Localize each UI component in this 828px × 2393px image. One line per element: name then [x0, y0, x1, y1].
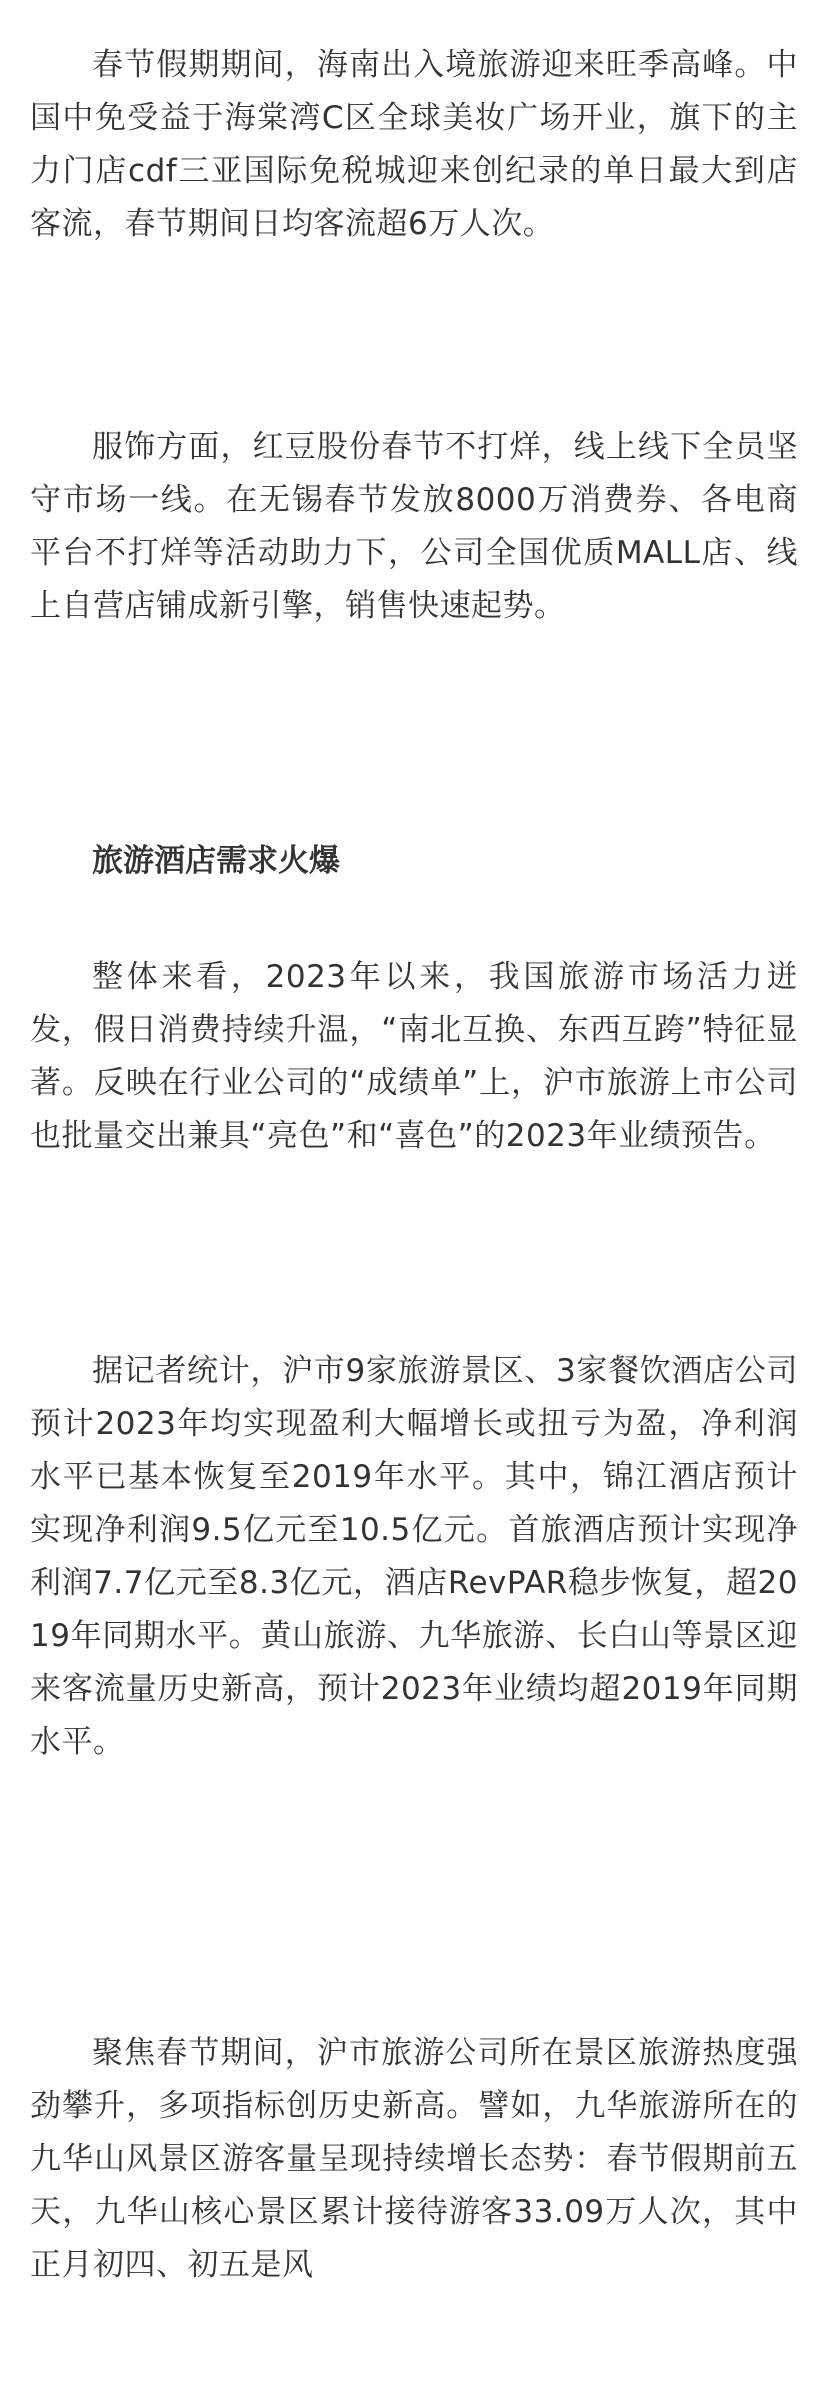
paragraph-spring-festival: 聚焦春节期间，沪市旅游公司所在景区旅游热度强劲攀升，多项指标创历史新高。譬如，九华旅游所在的九华山风景区游客量呈现持续增长态势：春节假期前五天，九华山核心景区累计接待游客33.09万人次，其中正月初四、初五是风	[30, 2035, 798, 2283]
paragraph-statistics: 据记者统计，沪市9家旅游景区、3家餐饮酒店公司预计2023年均实现盈利大幅增长或扭亏为盈，净利润水平已基本恢复至2019年水平。其中，锦江酒店预计实现净利润9.5亿元至10.5亿元。首旅酒店预计实现净利润7.7亿元至8.3亿元，酒店RevPAR稳步恢复，超2019年同期水平。黄山旅游、九华旅游、长白山等景区迎来客流量历史新高，预计2023年业绩均超2019年同期水平。	[30, 1353, 798, 1760]
section-heading: 旅游酒店需求火爆	[92, 843, 340, 879]
paragraph-overview: 整体来看，2023年以来，我国旅游市场活力迸发，假日消费持续升温，“南北互换、东西互跨”特征显著。反映在行业公司的“成绩单”上，沪市旅游上市公司也批量交出兼具“亮色”和“喜色”的2023年业绩预告。	[30, 959, 798, 1154]
paragraph-apparel: 服饰方面，红豆股份春节不打烊，线上线下全员坚守市场一线。在无锡春节发放8000万消费券、各电商平台不打烊等活动助力下，公司全国优质MALL店、线上自营店铺成新引擎，销售快速起势。	[30, 429, 798, 624]
paragraph-hainan-duty-free: 春节假期期间，海南出入境旅游迎来旺季高峰。中国中免受益于海棠湾C区全球美妆广场开业，旗下的主力门店cdf三亚国际免税城迎来创纪录的单日最大到店客流，春节期间日均客流超6万人次。	[30, 47, 798, 242]
